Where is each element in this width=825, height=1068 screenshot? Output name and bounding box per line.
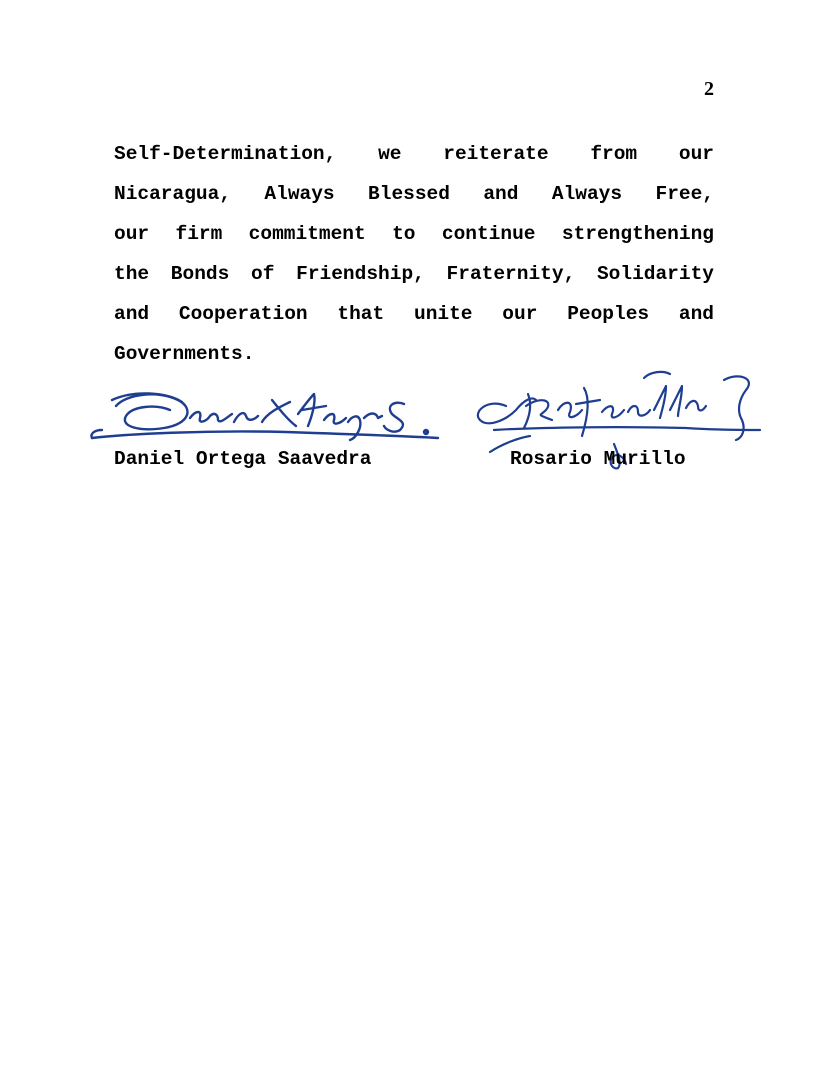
signer-name-ortega: Daniel Ortega Saavedra — [114, 448, 372, 470]
body-line: and Cooperation that unite our Peoples and — [114, 303, 714, 325]
body-line: the Bonds of Friendship, Fraternity, Solidarity — [114, 263, 714, 285]
body-line: Self-Determination, we reiterate from our — [114, 143, 714, 165]
body-line: our firm commitment to continue strengthening — [114, 223, 714, 245]
signature-block-right — [466, 360, 766, 480]
signature-ortega — [86, 360, 456, 450]
signer-name-murillo: Rosario Murillo — [510, 448, 686, 470]
body-line: Nicaragua, Always Blessed and Always Free, — [114, 183, 714, 205]
page-number: 2 — [704, 78, 714, 100]
letter-body — [114, 134, 714, 374]
body-line: Governments. — [114, 343, 255, 365]
signature-block-left — [86, 360, 456, 480]
